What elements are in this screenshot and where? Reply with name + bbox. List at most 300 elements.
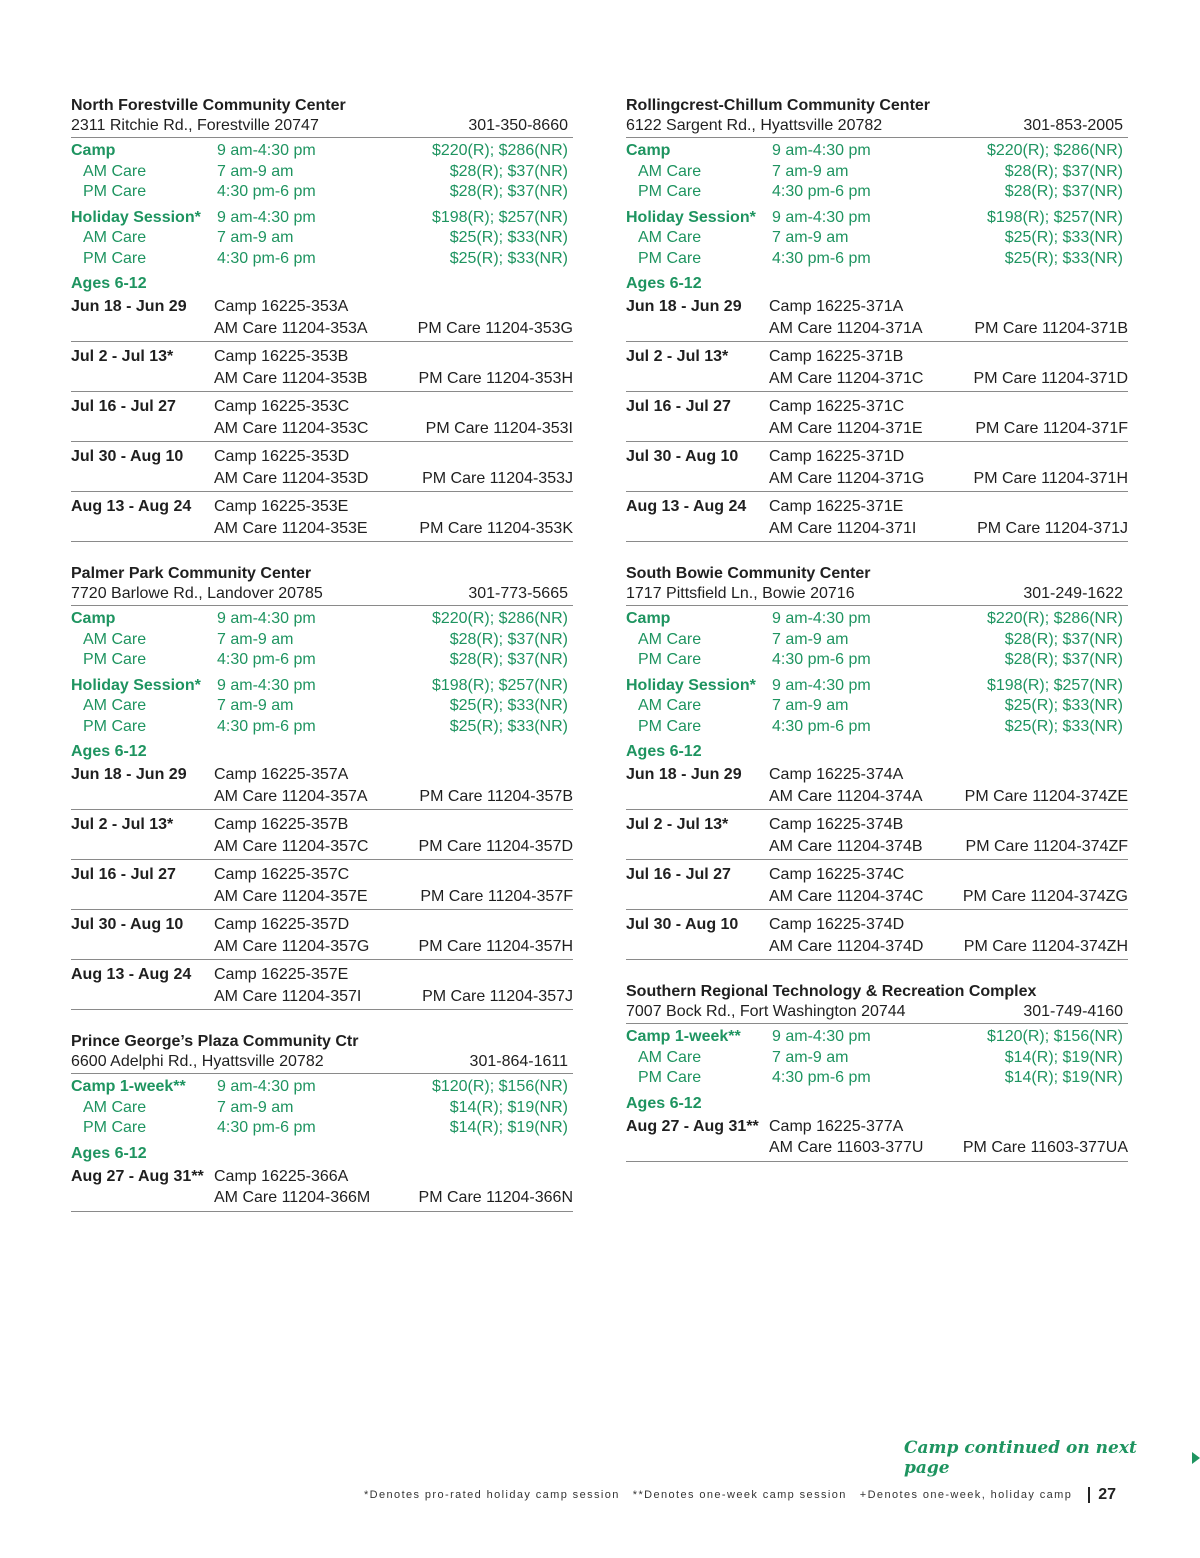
price-amount: $198(R); $257(NR) bbox=[431, 676, 568, 694]
session-am-care-code: AM Care 11204-353E bbox=[214, 519, 368, 537]
price-row bbox=[626, 630, 1128, 651]
center-name: Palmer Park Community Center bbox=[71, 565, 312, 582]
session-care-row bbox=[71, 368, 573, 390]
session-care-row bbox=[626, 318, 1128, 340]
session-dates: Aug 13 - Aug 24 bbox=[71, 966, 192, 983]
price-label: PM Care bbox=[638, 651, 702, 668]
session-block bbox=[71, 810, 573, 860]
session-block bbox=[626, 392, 1128, 442]
session-am-care-code: AM Care 11204-353D bbox=[214, 469, 369, 487]
price-time: 4:30 pm-6 pm bbox=[217, 183, 316, 200]
right-column bbox=[626, 96, 1128, 1184]
price-time: 7 am-9 am bbox=[772, 697, 849, 714]
session-dates: Jul 16 - Jul 27 bbox=[626, 866, 731, 883]
price-amount: $14(R); $19(NR) bbox=[1004, 1048, 1123, 1066]
session-care-row bbox=[71, 886, 573, 908]
price-row bbox=[626, 1027, 1128, 1048]
session-am-care-code: AM Care 11204-353A bbox=[214, 319, 368, 337]
session-am-care-code: AM Care 11204-357I bbox=[214, 987, 362, 1005]
session-block bbox=[626, 860, 1128, 910]
session-camp-code: Camp 16225-357A bbox=[214, 766, 349, 783]
session-camp-row bbox=[626, 396, 1128, 418]
footnote-one-week: **Denotes one-week camp session bbox=[632, 1489, 847, 1501]
price-amount: $198(R); $257(NR) bbox=[986, 208, 1123, 226]
session-am-care-code: AM Care 11204-374D bbox=[769, 937, 924, 955]
session-dates: Jul 30 - Aug 10 bbox=[71, 448, 184, 465]
center-name: Prince George’s Plaza Community Ctr bbox=[71, 1033, 359, 1050]
session-camp-row bbox=[71, 864, 573, 886]
price-table bbox=[71, 609, 573, 737]
session-pm-care-code: PM Care 11204-374ZF bbox=[965, 837, 1128, 855]
session-pm-care-code: PM Care 11204-353G bbox=[417, 319, 573, 337]
session-camp-code: Camp 16225-377A bbox=[769, 1117, 904, 1135]
price-amount: $28(R); $37(NR) bbox=[1004, 183, 1123, 200]
session-care-row bbox=[626, 1137, 1128, 1159]
session-block bbox=[626, 442, 1128, 492]
session-block bbox=[71, 860, 573, 910]
session-am-care-code: AM Care 11204-374C bbox=[769, 887, 924, 905]
session-camp-code: Camp 16225-371E bbox=[769, 498, 904, 515]
session-dates: Aug 13 - Aug 24 bbox=[71, 498, 192, 515]
address-row bbox=[71, 116, 573, 138]
session-camp-row bbox=[626, 864, 1128, 886]
session-camp-row bbox=[71, 446, 573, 468]
session-camp-row bbox=[626, 496, 1128, 518]
price-row bbox=[626, 249, 1128, 270]
center-phone: 301-773-5665 bbox=[468, 585, 568, 602]
price-label: AM Care bbox=[638, 697, 702, 714]
session-dates: Jul 2 - Jul 13* bbox=[71, 816, 174, 833]
session-camp-code: Camp 16225-374C bbox=[769, 866, 905, 883]
center-phone: 301-864-1611 bbox=[469, 1053, 568, 1070]
price-time: 4:30 pm-6 pm bbox=[772, 1069, 871, 1086]
session-camp-code: Camp 16225-357D bbox=[214, 916, 350, 933]
price-amount: $220(R); $286(NR) bbox=[986, 610, 1123, 627]
session-care-row bbox=[626, 418, 1128, 440]
price-time: 7 am-9 am bbox=[217, 697, 294, 714]
center-section bbox=[71, 96, 573, 542]
price-amount: $198(R); $257(NR) bbox=[431, 208, 568, 226]
price-row bbox=[71, 1098, 573, 1119]
price-amount: $220(R); $286(NR) bbox=[431, 142, 568, 159]
address-row bbox=[626, 1002, 1128, 1024]
session-care-row bbox=[71, 936, 573, 958]
session-am-care-code: AM Care 11204-374B bbox=[769, 837, 923, 855]
center-address: 6600 Adelphi Rd., Hyattsville 20782 bbox=[71, 1053, 324, 1070]
price-time: 7 am-9 am bbox=[772, 162, 849, 180]
price-label: PM Care bbox=[638, 183, 702, 200]
continued-on-next-page[interactable] bbox=[904, 1438, 1200, 1478]
price-row bbox=[626, 1068, 1128, 1089]
price-label: Camp 1-week** bbox=[71, 1078, 186, 1095]
price-amount: $25(R); $33(NR) bbox=[1004, 717, 1123, 735]
price-time: 7 am-9 am bbox=[217, 229, 294, 246]
price-amount: $28(R); $37(NR) bbox=[1004, 651, 1123, 668]
center-section bbox=[71, 1032, 573, 1212]
session-camp-code: Camp 16225-374D bbox=[769, 916, 905, 933]
session-care-row bbox=[626, 368, 1128, 390]
session-block bbox=[71, 342, 573, 392]
price-row bbox=[626, 228, 1128, 249]
left-column bbox=[71, 96, 573, 1234]
price-row bbox=[71, 609, 573, 630]
price-time: 4:30 pm-6 pm bbox=[217, 717, 316, 735]
price-amount: $28(R); $37(NR) bbox=[449, 651, 568, 668]
session-pm-care-code: PM Care 11603-377UA bbox=[962, 1139, 1128, 1156]
price-label: PM Care bbox=[83, 651, 147, 668]
session-care-row bbox=[71, 518, 573, 540]
session-camp-row bbox=[71, 296, 573, 318]
session-care-row bbox=[71, 1187, 573, 1209]
center-phone: 301-249-1622 bbox=[1023, 585, 1123, 602]
price-row bbox=[626, 676, 1128, 697]
center-phone: 301-749-4160 bbox=[1023, 1003, 1123, 1020]
session-dates: Jul 2 - Jul 13* bbox=[71, 348, 174, 365]
session-care-row bbox=[71, 468, 573, 490]
price-row bbox=[626, 717, 1128, 738]
session-block bbox=[71, 392, 573, 442]
session-camp-row bbox=[71, 1166, 573, 1188]
continued-label: Camp continued on next page bbox=[904, 1438, 1137, 1478]
session-camp-code: Camp 16225-353D bbox=[214, 448, 350, 465]
price-time: 4:30 pm-6 pm bbox=[772, 183, 871, 200]
session-block bbox=[71, 442, 573, 492]
session-am-care-code: AM Care 11204-353B bbox=[214, 369, 368, 387]
session-dates: Jul 2 - Jul 13* bbox=[626, 348, 729, 365]
session-camp-code: Camp 16225-374A bbox=[769, 766, 904, 783]
session-dates: Jul 30 - Aug 10 bbox=[71, 916, 184, 933]
center-address: 6122 Sargent Rd., Hyattsville 20782 bbox=[626, 117, 883, 134]
price-row bbox=[71, 1077, 573, 1098]
address-row bbox=[71, 1052, 573, 1074]
session-pm-care-code: PM Care 11204-371D bbox=[973, 369, 1128, 387]
session-camp-code: Camp 16225-371A bbox=[769, 298, 904, 315]
session-camp-code: Camp 16225-353B bbox=[214, 348, 349, 365]
price-amount: $25(R); $33(NR) bbox=[449, 717, 568, 735]
session-dates: Jul 16 - Jul 27 bbox=[626, 398, 731, 415]
price-time: 9 am-4:30 pm bbox=[772, 142, 871, 159]
session-block bbox=[71, 763, 573, 810]
address-row bbox=[626, 584, 1128, 606]
price-amount: $14(R); $19(NR) bbox=[449, 1098, 568, 1116]
session-am-care-code: AM Care 11204-366M bbox=[214, 1189, 371, 1206]
price-label: Camp bbox=[626, 610, 671, 627]
price-label: PM Care bbox=[638, 717, 702, 735]
address-row bbox=[626, 116, 1128, 138]
price-amount: $25(R); $33(NR) bbox=[1004, 229, 1123, 246]
footer bbox=[364, 1486, 1116, 1504]
price-amount: $220(R); $286(NR) bbox=[986, 142, 1123, 159]
session-camp-row bbox=[71, 396, 573, 418]
price-table bbox=[626, 609, 1128, 737]
session-pm-care-code: PM Care 11204-371H bbox=[973, 469, 1128, 487]
price-label: AM Care bbox=[83, 697, 147, 714]
session-care-row bbox=[71, 418, 573, 440]
price-table bbox=[71, 1077, 573, 1139]
center-address: 1717 Pittsfield Ln., Bowie 20716 bbox=[626, 585, 855, 602]
session-dates: Jul 16 - Jul 27 bbox=[71, 866, 176, 883]
session-am-care-code: AM Care 11204-357E bbox=[214, 887, 368, 905]
price-time: 4:30 pm-6 pm bbox=[217, 1119, 316, 1136]
price-label: PM Care bbox=[83, 1119, 147, 1136]
session-am-care-code: AM Care 11204-374A bbox=[769, 787, 923, 805]
session-camp-code: Camp 16225-357B bbox=[214, 816, 349, 833]
price-row bbox=[71, 650, 573, 671]
session-am-care-code: AM Care 11204-371A bbox=[769, 319, 923, 337]
session-am-care-code: AM Care 11204-353C bbox=[214, 419, 369, 437]
session-camp-code: Camp 16225-371C bbox=[769, 398, 905, 415]
session-block bbox=[626, 342, 1128, 392]
price-row bbox=[626, 162, 1128, 183]
center-name: North Forestville Community Center bbox=[71, 97, 346, 114]
session-block bbox=[626, 1115, 1128, 1162]
center-phone: 301-350-8660 bbox=[468, 117, 568, 134]
session-block bbox=[626, 295, 1128, 342]
price-time: 7 am-9 am bbox=[772, 229, 849, 246]
price-row bbox=[626, 696, 1128, 717]
price-label: Camp 1-week** bbox=[626, 1028, 741, 1045]
session-block bbox=[626, 810, 1128, 860]
center-section bbox=[626, 96, 1128, 542]
session-pm-care-code: PM Care 11204-357D bbox=[418, 837, 573, 855]
session-care-row bbox=[626, 786, 1128, 808]
price-label: Holiday Session* bbox=[626, 676, 756, 694]
session-block bbox=[626, 910, 1128, 960]
session-am-care-code: AM Care 11204-371C bbox=[769, 369, 924, 387]
session-block bbox=[71, 960, 573, 1010]
session-care-row bbox=[71, 836, 573, 858]
price-time: 9 am-4:30 pm bbox=[772, 1028, 871, 1045]
price-amount: $120(R); $156(NR) bbox=[431, 1078, 568, 1095]
session-dates: Aug 27 - Aug 31** bbox=[71, 1167, 204, 1185]
session-camp-code: Camp 16225-353C bbox=[214, 398, 350, 415]
ages-label: Ages 6-12 bbox=[71, 743, 147, 760]
center-section bbox=[71, 564, 573, 1010]
session-care-row bbox=[626, 518, 1128, 540]
session-dates: Aug 13 - Aug 24 bbox=[626, 498, 747, 515]
price-time: 4:30 pm-6 pm bbox=[772, 249, 871, 267]
session-pm-care-code: PM Care 11204-374ZE bbox=[964, 787, 1128, 805]
price-time: 7 am-9 am bbox=[217, 1098, 294, 1116]
session-pm-care-code: PM Care 11204-353K bbox=[419, 519, 573, 537]
price-label: AM Care bbox=[83, 229, 147, 246]
price-time: 9 am-4:30 pm bbox=[772, 208, 871, 226]
price-time: 4:30 pm-6 pm bbox=[217, 249, 316, 267]
session-dates: Jun 18 - Jun 29 bbox=[626, 766, 742, 783]
session-camp-row bbox=[71, 914, 573, 936]
price-amount: $25(R); $33(NR) bbox=[1004, 249, 1123, 267]
price-amount: $28(R); $37(NR) bbox=[1004, 630, 1123, 648]
price-label: Holiday Session* bbox=[71, 208, 201, 226]
price-row bbox=[626, 609, 1128, 630]
center-section bbox=[626, 564, 1128, 960]
session-camp-code: Camp 16225-353E bbox=[214, 498, 349, 515]
center-address: 7007 Bock Rd., Fort Washington 20744 bbox=[626, 1003, 906, 1020]
price-amount: $120(R); $156(NR) bbox=[986, 1028, 1123, 1045]
center-name: Southern Regional Technology & Recreation Complex bbox=[626, 983, 1037, 1000]
price-label: AM Care bbox=[638, 630, 702, 648]
session-camp-code: Camp 16225-357E bbox=[214, 966, 349, 983]
price-label: Camp bbox=[71, 142, 116, 159]
session-dates: Jul 30 - Aug 10 bbox=[626, 448, 739, 465]
price-row bbox=[626, 182, 1128, 203]
price-label: PM Care bbox=[83, 183, 147, 200]
price-amount: $198(R); $257(NR) bbox=[986, 676, 1123, 694]
price-label: Camp bbox=[71, 610, 116, 627]
price-amount: $25(R); $33(NR) bbox=[1004, 697, 1123, 714]
address-row bbox=[71, 584, 573, 606]
session-pm-care-code: PM Care 11204-371F bbox=[975, 419, 1128, 437]
session-camp-code: Camp 16225-353A bbox=[214, 298, 349, 315]
session-camp-code: Camp 16225-371D bbox=[769, 448, 905, 465]
price-amount: $25(R); $33(NR) bbox=[449, 249, 568, 267]
session-care-row bbox=[71, 786, 573, 808]
price-label: PM Care bbox=[83, 249, 147, 267]
price-time: 9 am-4:30 pm bbox=[217, 208, 316, 226]
price-row bbox=[71, 676, 573, 697]
price-time: 9 am-4:30 pm bbox=[772, 676, 871, 694]
session-dates: Jul 30 - Aug 10 bbox=[626, 916, 739, 933]
price-time: 7 am-9 am bbox=[772, 1048, 849, 1066]
price-amount: $25(R); $33(NR) bbox=[449, 697, 568, 714]
price-row bbox=[626, 650, 1128, 671]
session-pm-care-code: PM Care 11204-353I bbox=[425, 419, 573, 437]
session-camp-row bbox=[71, 496, 573, 518]
session-am-care-code: AM Care 11204-371G bbox=[769, 469, 925, 487]
session-block bbox=[71, 295, 573, 342]
price-label: PM Care bbox=[638, 249, 702, 267]
price-amount: $28(R); $37(NR) bbox=[449, 162, 568, 180]
session-dates: Jul 2 - Jul 13* bbox=[626, 816, 729, 833]
session-care-row bbox=[626, 836, 1128, 858]
price-row bbox=[71, 162, 573, 183]
price-table bbox=[71, 141, 573, 269]
session-camp-code: Camp 16225-366A bbox=[214, 1167, 349, 1185]
center-address: 2311 Ritchie Rd., Forestville 20747 bbox=[71, 117, 319, 134]
price-time: 4:30 pm-6 pm bbox=[772, 717, 871, 735]
ages-label: Ages 6-12 bbox=[71, 1144, 147, 1162]
session-block bbox=[626, 492, 1128, 542]
session-pm-care-code: PM Care 11204-366N bbox=[418, 1189, 573, 1206]
ages-label: Ages 6-12 bbox=[626, 743, 702, 760]
ages-label: Ages 6-12 bbox=[626, 1094, 702, 1112]
session-camp-row bbox=[71, 964, 573, 986]
price-amount: $28(R); $37(NR) bbox=[449, 630, 568, 648]
session-care-row bbox=[626, 468, 1128, 490]
price-label: Holiday Session* bbox=[71, 676, 201, 694]
session-pm-care-code: PM Care 11204-357H bbox=[418, 937, 573, 955]
session-camp-row bbox=[71, 346, 573, 368]
price-time: 7 am-9 am bbox=[217, 630, 294, 648]
price-amount: $28(R); $37(NR) bbox=[449, 183, 568, 200]
price-label: AM Care bbox=[638, 1048, 702, 1066]
price-amount: $14(R); $19(NR) bbox=[1004, 1069, 1123, 1086]
session-block bbox=[71, 910, 573, 960]
session-camp-row bbox=[71, 764, 573, 786]
session-dates: Jul 16 - Jul 27 bbox=[71, 398, 176, 415]
price-time: 7 am-9 am bbox=[217, 162, 294, 180]
price-time: 9 am-4:30 pm bbox=[217, 142, 316, 159]
price-label: Camp bbox=[626, 142, 671, 159]
price-row bbox=[626, 141, 1128, 162]
price-row bbox=[71, 228, 573, 249]
price-label: AM Care bbox=[83, 162, 147, 180]
price-label: PM Care bbox=[83, 717, 147, 735]
price-label: AM Care bbox=[83, 1098, 147, 1116]
price-label: Holiday Session* bbox=[626, 208, 756, 226]
price-time: 4:30 pm-6 pm bbox=[217, 651, 316, 668]
session-care-row bbox=[626, 936, 1128, 958]
price-label: AM Care bbox=[638, 229, 702, 246]
session-block bbox=[71, 1165, 573, 1212]
session-dates: Jun 18 - Jun 29 bbox=[71, 298, 187, 315]
session-dates: Jun 18 - Jun 29 bbox=[626, 298, 742, 315]
session-camp-row bbox=[626, 914, 1128, 936]
session-camp-code: Camp 16225-357C bbox=[214, 866, 350, 883]
price-time: 9 am-4:30 pm bbox=[217, 676, 316, 694]
price-row bbox=[626, 208, 1128, 229]
footnote-one-week-holiday: +Denotes one-week, holiday camp bbox=[859, 1489, 1073, 1501]
center-name: South Bowie Community Center bbox=[626, 565, 871, 582]
price-table bbox=[626, 141, 1128, 269]
session-block bbox=[71, 492, 573, 542]
price-row bbox=[71, 182, 573, 203]
session-camp-row bbox=[626, 296, 1128, 318]
session-am-care-code: AM Care 11603-377U bbox=[769, 1139, 924, 1156]
price-row bbox=[71, 208, 573, 229]
session-care-row bbox=[626, 886, 1128, 908]
center-name: Rollingcrest-Chillum Community Center bbox=[626, 97, 931, 114]
session-dates: Aug 27 - Aug 31** bbox=[626, 1117, 759, 1135]
session-am-care-code: AM Care 11204-371E bbox=[769, 419, 923, 437]
session-pm-care-code: PM Care 11204-374ZG bbox=[962, 887, 1128, 905]
price-label: AM Care bbox=[83, 630, 147, 648]
ages-label: Ages 6-12 bbox=[71, 275, 147, 292]
session-camp-row bbox=[626, 1116, 1128, 1138]
session-camp-code: Camp 16225-371B bbox=[769, 348, 904, 365]
session-pm-care-code: PM Care 11204-357J bbox=[422, 987, 573, 1005]
price-time: 4:30 pm-6 pm bbox=[772, 651, 871, 668]
ages-label: Ages 6-12 bbox=[626, 275, 702, 292]
session-camp-code: Camp 16225-374B bbox=[769, 816, 904, 833]
price-amount: $220(R); $286(NR) bbox=[431, 610, 568, 627]
session-camp-row bbox=[626, 764, 1128, 786]
price-row bbox=[71, 630, 573, 651]
session-am-care-code: AM Care 11204-371I bbox=[769, 519, 917, 537]
price-time: 7 am-9 am bbox=[772, 630, 849, 648]
page-divider bbox=[1088, 1487, 1090, 1503]
session-camp-row bbox=[626, 346, 1128, 368]
price-row bbox=[71, 141, 573, 162]
session-block bbox=[626, 763, 1128, 810]
footnote-prorated: *Denotes pro-rated holiday camp session bbox=[364, 1489, 620, 1501]
session-camp-row bbox=[71, 814, 573, 836]
price-row bbox=[71, 717, 573, 738]
price-time: 9 am-4:30 pm bbox=[772, 610, 871, 627]
session-pm-care-code: PM Care 11204-371B bbox=[974, 319, 1128, 337]
session-care-row bbox=[71, 986, 573, 1008]
price-table bbox=[626, 1027, 1128, 1089]
session-pm-care-code: PM Care 11204-371J bbox=[977, 519, 1128, 537]
session-pm-care-code: PM Care 11204-357F bbox=[420, 887, 573, 905]
page-number: 27 bbox=[1098, 1486, 1117, 1503]
session-dates: Jun 18 - Jun 29 bbox=[71, 766, 187, 783]
center-section bbox=[626, 982, 1128, 1162]
session-pm-care-code: PM Care 11204-353H bbox=[418, 369, 573, 387]
price-row bbox=[626, 1048, 1128, 1069]
session-pm-care-code: PM Care 11204-353J bbox=[422, 469, 573, 487]
price-amount: $25(R); $33(NR) bbox=[449, 229, 568, 246]
